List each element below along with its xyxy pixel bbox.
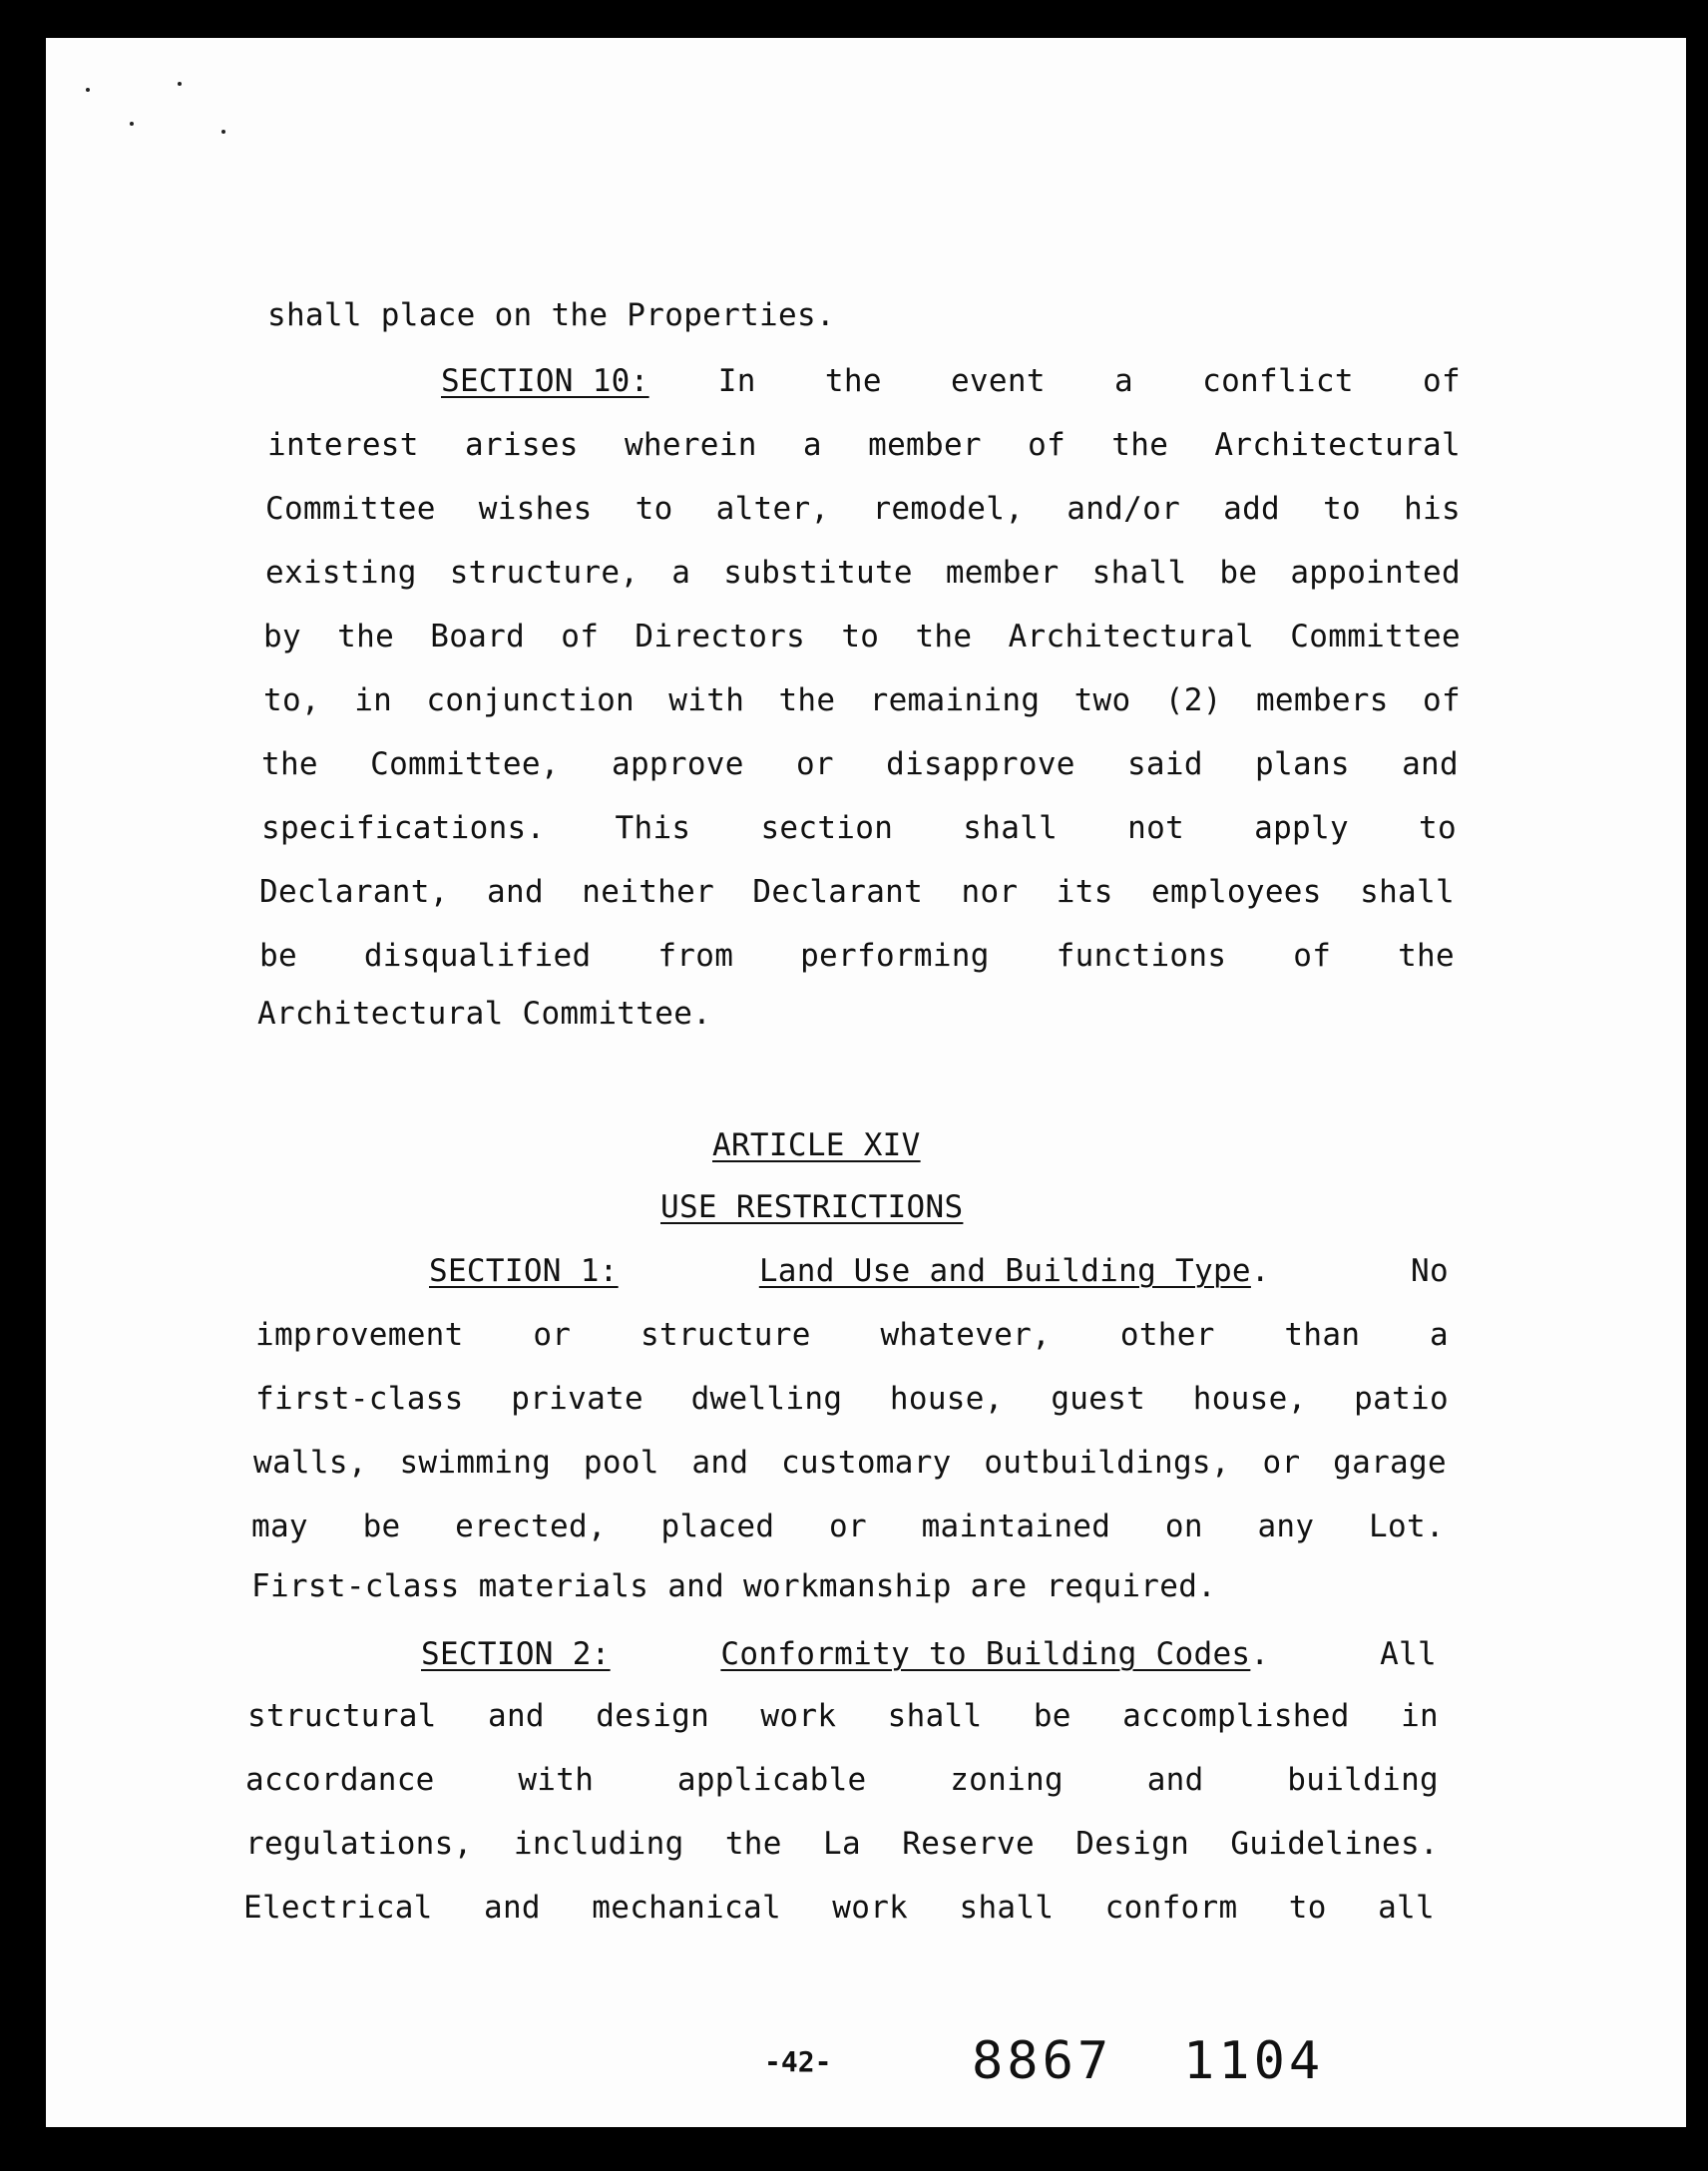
article-subheading [660,1185,1060,1229]
word: . [1250,1253,1270,1289]
word: with [518,1762,595,1798]
word: existing [265,555,417,591]
article-heading [712,1123,1111,1167]
word: plans [1255,746,1350,782]
word: Committee [265,491,436,527]
word: arises [464,427,579,463]
word: All [1380,1636,1437,1672]
word: be [259,938,297,974]
word: interest [267,427,419,463]
word: of [1293,938,1332,974]
word: functions [1056,938,1227,974]
article-subtitle: USE RESTRICTIONS [660,1189,964,1225]
word: to [1419,810,1457,846]
word: member [945,555,1060,591]
word: La [823,1826,861,1862]
word: Directors [635,619,806,654]
word: employees [1151,874,1322,910]
word: First-class materials and workmanship are required. [251,1568,1217,1604]
word: conflict [1202,363,1354,399]
word: not [1127,810,1185,846]
word: his [1404,491,1461,527]
word: or [795,746,834,782]
word: the [1398,938,1455,974]
word: may [251,1509,308,1544]
word: No [1411,1253,1449,1289]
word: Reserve [902,1826,1035,1862]
text-line [261,742,1459,786]
word: alter, [715,491,830,527]
section-10-label: SECTION 10: [441,363,649,399]
word: Board [430,619,526,654]
section-1-title: Land Use and Building Type [758,1253,1251,1289]
word: specifications. [261,810,546,846]
word: work [760,1698,837,1734]
word: shall [1091,555,1187,591]
word: or [1262,1445,1301,1481]
word: the [724,1826,782,1862]
word: by [263,619,301,654]
word: outbuildings, [984,1445,1230,1481]
word: to, [263,682,320,718]
word: a [802,427,822,463]
text-line [263,678,1461,722]
word: to [841,619,880,654]
word: swimming [399,1445,552,1481]
text-line [255,1377,1449,1421]
word: of [561,619,600,654]
word: a [1430,1317,1449,1353]
word: of [1423,363,1461,399]
word: first-class [255,1381,464,1417]
word: whatever, [880,1317,1052,1353]
word: to [1288,1890,1327,1926]
word: Architectural Committee. [257,996,712,1032]
word: neither [582,874,715,910]
text-line [245,1758,1439,1802]
word: and [691,1445,749,1481]
word: and [487,874,544,910]
word: placed [660,1509,775,1544]
word: be [1033,1698,1071,1734]
word: shall [887,1698,983,1734]
word: to [635,491,673,527]
word: accordance [245,1762,435,1798]
word: be [1219,555,1258,591]
word: structure [640,1317,811,1353]
word: structural [247,1698,437,1734]
word: nor [961,874,1019,910]
word: all [1378,1890,1435,1926]
word: the [778,682,836,718]
word: shall [963,810,1059,846]
word: with [668,682,745,718]
word: Declarant, [259,874,449,910]
word: the [915,619,973,654]
article-title: ARTICLE XIV [712,1127,921,1163]
word: members [1255,682,1389,718]
scan-speck [130,122,134,126]
word: in [1401,1698,1439,1734]
text-line [255,1313,1449,1357]
text-line [263,615,1461,658]
section-2-label: SECTION 2: [421,1636,611,1672]
text-line [247,1694,1439,1738]
section-10-heading-line [441,359,1461,403]
word: of [1028,427,1067,463]
word: and [484,1890,541,1926]
word: wherein [624,427,757,463]
text-line [261,806,1457,850]
word: maintained [921,1509,1111,1544]
word: from [657,938,734,974]
word: house, [889,1381,1004,1417]
word: remaining [869,682,1041,718]
word: and [1402,746,1459,782]
scan-speck [221,130,225,134]
word: mechanical [592,1890,781,1926]
word: the [337,619,395,654]
word: In [717,363,756,399]
word: member [868,427,982,463]
word: event [950,363,1046,399]
text-line [243,1886,1435,1930]
word: disqualified [363,938,592,974]
word: remodel, [872,491,1025,527]
word: including [513,1826,684,1862]
document-page [46,38,1686,2127]
word: regulations, [245,1826,473,1862]
word: a [1113,363,1133,399]
word: appointed [1290,555,1461,591]
word: any [1257,1509,1315,1544]
stamp-number-1: 8867 [972,2031,1113,2091]
word: work [832,1890,909,1926]
word: said [1126,746,1203,782]
word: conform [1104,1890,1238,1926]
section-1-label: SECTION 1: [429,1253,619,1289]
word: or [828,1509,867,1544]
word: in [354,682,393,718]
word: approve [611,746,744,782]
text-line [253,1441,1447,1485]
word: Lot. [1369,1509,1445,1544]
word: Design [1075,1826,1190,1862]
word: its [1056,874,1113,910]
word: accomplished [1122,1698,1350,1734]
word: disapprove [886,746,1075,782]
word: design [596,1698,710,1734]
word: be [362,1509,401,1544]
word: and/or [1067,491,1181,527]
word: section [760,810,894,846]
word: guest [1051,1381,1146,1417]
word: Architectural [1214,427,1461,463]
word: shall [959,1890,1055,1926]
text-line [259,870,1455,914]
page-number: -42- [764,2045,832,2078]
word: two [1073,682,1131,718]
word: performing [800,938,990,974]
text-line [267,423,1461,467]
text-line [245,1822,1439,1866]
word: add [1223,491,1281,527]
text-line [265,551,1461,595]
scan-speck [86,88,90,92]
word: and [488,1698,545,1734]
word: and [1146,1762,1204,1798]
word: Declarant [752,874,924,910]
word: wishes [478,491,593,527]
section-2-title-group [720,1632,1269,1676]
section-2-title: Conformity to Building Codes [720,1636,1251,1672]
word: the [1111,427,1169,463]
scan-speck [178,82,182,86]
word: zoning [950,1762,1064,1798]
word: than [1284,1317,1361,1353]
text-line [251,1564,1349,1608]
word: private [511,1381,643,1417]
text-line [267,293,906,337]
word: This [615,810,691,846]
word: the [261,746,318,782]
word: Guidelines. [1230,1826,1439,1862]
text-line-content: shall place on the Properties. [267,297,835,333]
text-line [251,1505,1445,1548]
word: patio [1354,1381,1449,1417]
word: house, [1192,1381,1307,1417]
section-1-title-group [759,1249,1270,1293]
word: . [1250,1636,1270,1672]
section-2-heading-line [421,1632,1437,1676]
word: customary [780,1445,952,1481]
word: Architectural [1008,619,1255,654]
text-line [265,487,1461,531]
word: applicable [676,1762,867,1798]
word: Electrical [243,1890,433,1926]
word: garage [1333,1445,1447,1481]
word: conjunction [426,682,636,718]
section-1-heading-line [429,1249,1449,1293]
word: (2) [1164,682,1222,718]
word: Committee, [370,746,560,782]
word: other [1119,1317,1215,1353]
text-line [257,992,856,1036]
word: building [1287,1762,1439,1798]
word: shall [1360,874,1455,910]
word: walls, [253,1445,367,1481]
word: dwelling [690,1381,843,1417]
word: to [1323,491,1362,527]
word: the [824,363,882,399]
word: or [533,1317,572,1353]
word: on [1164,1509,1203,1544]
word: structure, [449,555,640,591]
word: improvement [255,1317,464,1353]
word: of [1423,682,1461,718]
word: Committee [1290,619,1461,654]
stamp-number-2: 1104 [1183,2031,1325,2091]
word: a [671,555,691,591]
word: substitute [723,555,913,591]
text-line [259,934,1455,978]
word: apply [1254,810,1349,846]
word: pool [583,1445,659,1481]
word: erected, [455,1509,607,1544]
